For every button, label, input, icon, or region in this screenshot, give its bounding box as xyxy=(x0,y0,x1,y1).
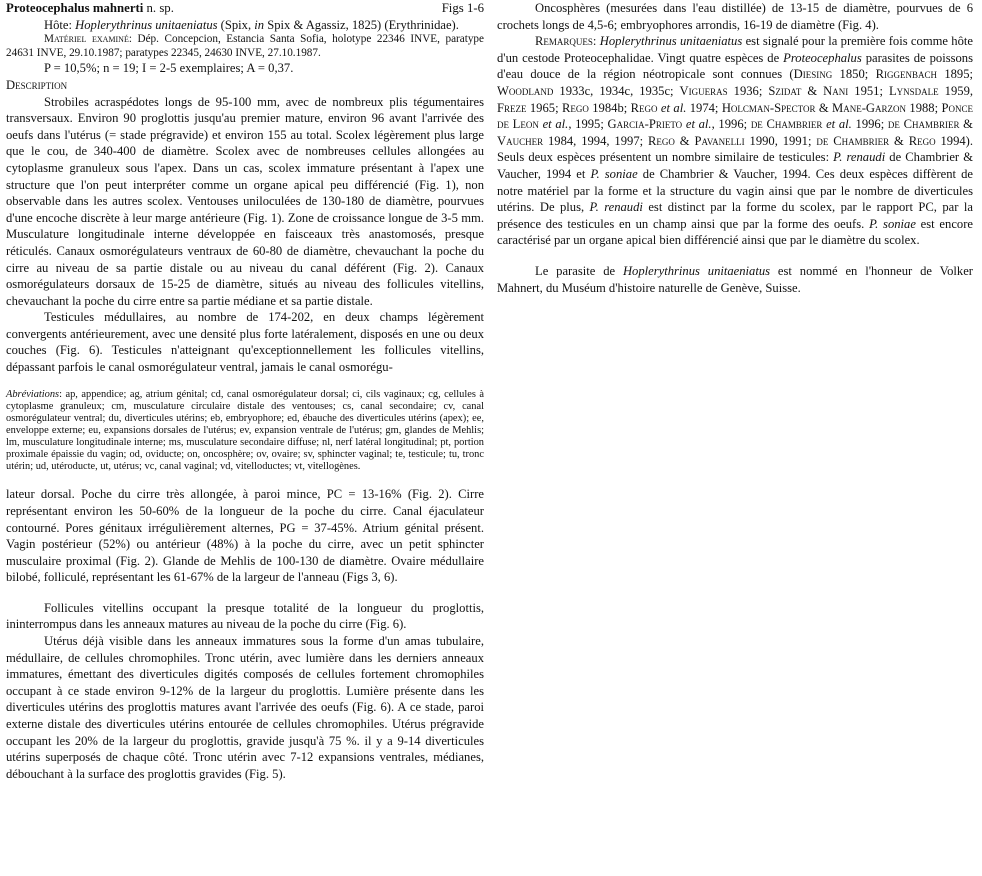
dedication-paragraph: Le parasite de Hoplerythrinus unitaeniatus est nommé en l'honneur de Volker Mahnert, du Muséum d'histoire naturelle de Genève, Suisse. xyxy=(497,263,973,295)
description-heading: Description xyxy=(6,77,68,92)
species-name: Proteocephalus mahnerti xyxy=(6,1,144,15)
material-paragraph: Matériel examiné: Dép. Concepcion, Estancia Santa Sofia, holotype 22346 INVE, paratype 24631 INVE, 29.10.1987; paratypes 22345, 24630 INVE, 27.10.1987. xyxy=(6,33,484,59)
description-paragraph-2: Testicules médullaires, au nombre de 174-202, en deux champs légèrement convergents antérieurement, avec une densité plus forte latéralement, disposés en une ou deux couches (Fig. 6). Testicules n'atteignant qu'exceptionnellement les follicules vitellins, dépassant parfois le canal osmorégulateur ventral, jamais le canal osmorégu- xyxy=(6,310,484,375)
paragraph-spacer xyxy=(6,586,484,600)
host-name: Hoplerythrinus unitaeniatus xyxy=(75,17,218,32)
remarks-paragraph: Remarques: Hoplerythrinus unitaeniatus est signalé pour la première fois comme hôte d'un cestode Proteocephalidae. Vingt quatre espèces de Proteocephalus parasites de poissons d'eau douce de la région néotropicale sont connues (Diesing 1850; Riggenbach 1895; Woodland 1933c, 1934c, 1935c; Vigueras 1936; Szidat & Nani 1951; Lynsdale 1959, Freze 1965; Rego 1984b; Rego et al. 1974; Holcman-Spector & Mane-Garzon 1988; Ponce de Leon et al., 1995; Garcia-Prieto et al., 1996; de Chambrier et al. 1996; de Chambrier & Vaucher 1984, 1994, 1997; Rego & Pavanelli 1990, 1991; de Chambrier & Rego 1994). Seuls deux espèces présentent un nombre similaire de testicules: P. renaudi de Chambrier & Vaucher, 1994 et P. soniae de Chambrier & Vaucher, 1994. Ces deux espèces diffèrent de notre matériel par la forme et la structure du vagin ainsi que par le nombre de diverticules utérins. De plus, P. renaudi est distinct par la forme du scolex, par le rapport PC, par la présence des testicules en un champ ainsi que par la forme des oeufs. P. soniae est encore caractérisé par un organe apical bien différencié ainsi que par le diamètre du scolex. xyxy=(497,34,974,248)
paragraph-spacer xyxy=(497,249,973,263)
description-paragraph-4: Follicules vitellins occupant la presque totalité de la longueur du proglottis, ininterrompus dans les anneaux matures au niveau de la poche du cirre (Fig. 6). xyxy=(6,600,484,632)
description-paragraph-1: Strobiles acraspédotes longs de 95-100 mm, avec de nombreux plis tégumentaires transversaux. Environ 90 proglottis jusqu'au premier mature, environ 96 avant l'arrivée des oeufs dans l'utérus (= stade prégravide) et environ 155 au total. Scolex légèrement plus large que le cou, de 340-400 de diamètre. Scolex avec de nombreuses cellules allongées au cytoplasme granuleux sous l'apex. Dans un cas, scolex immature présentant à l'apex une structure que l'on peut interpréter comme un organe apical peu différencié (Fig. 1), non observable dans les autres scolex. Ventouses uniloculées de 130-180 de diamètre, pourvues d'une encoche discrète à leur marge antérieure (Fig. 1). Zone de croissance longue de 3-5 mm. Musculature longitudinale interne développée en faisceaux très anastomosés, presque réticulés. Canaux osmorégulateurs ventraux de 60-80 de diamètre, chevauchant la poche du cirre au niveau de sa partie distale ou au niveau du canal déférent (Fig. 2). Canaux osmorégulateurs dorsaux de 15-25 de diamètre, situés au niveau des follicules vitellins, chevauchant la poche du cirre entre sa partie médiane et sa partie distale. xyxy=(6,94,484,308)
host-name: Hoplerythrinus unitaeniatus xyxy=(622,263,771,278)
right-column xyxy=(497,0,973,296)
abbreviations-paragraph: Abréviations: ap, appendice; ag, atrium génital; cd, canal osmorégulateur dorsal; ci, cils vaginaux; cg, cellules à cytoplasme granuleux; cm, musculature circulaire distale des ventouses; cs, canal secondaire; cv, canal osmorégulateur ventral; du, diverticules utérins; eb, embryophore; ed, ébauche des diverticules utérins (apex); ee, enveloppe externe; eu, expansions dorsales de l'utérus; ev, expansion ventrale de l'utérus; gm, glandes de Mehlis; lm, musculature longitudinale interne; ms, musculature secondaire diffuse; nl, nerf latéral longitudinal; pt, portion proximale épaissie du vagin; od, oviducte; on, oncosphère; ov, ovaire; sv, sphincter vaginal; te, testicule; tu, tronc utérin; ud, utéroducte, ut, utérus; vc, canal vaginal; vd, vitelloductes; vt, vitellogènes. xyxy=(6,388,484,473)
stats-line: P = 10,5%; n = 19; I = 2-5 exemplaires; A = 0,37. xyxy=(44,61,294,76)
oncosphere-paragraph: Oncosphères (mesurées dans l'eau distillée) de 13-15 de diamètre, pourvues de 6 crochets longs de 4,5-6; embryophores arrondis, 16-19 de diamètre (Fig. 4). xyxy=(497,1,973,32)
description-paragraph-3: lateur dorsal. Poche du cirre très allongée, à paroi mince, PC = 13-16% (Fig. 2). Cirre représentant environ les 50-60% de la longueur de la poche du cirre. Canal éjaculateur contourné. Pores génitaux irrégulièrement alternes, PG = 37-45%. Atrium génital présent. Vagin postérieur (52%) ou antérieur (48%) à la poche du cirre, avec un petit sphincter musculaire proximal (Fig. 2). Glande de Mehlis de 100-130 de diamètre. Ovaire médullaire bilobé, folliculé, représentant les 61-67% de la largeur de l'anneau (Figs 3, 6). xyxy=(6,487,484,585)
abbreviations-label: Abréviations xyxy=(6,388,60,400)
species-suffix: n. sp. xyxy=(143,1,174,15)
species-header xyxy=(6,0,484,17)
host-paragraph: Hôte: Hoplerythrinus unitaeniatus (Spix, in Spix & Agassiz, 1825) (Erythrinidae). xyxy=(44,17,459,32)
description-paragraph-5: Utérus déjà visible dans les anneaux immatures sous la forme d'un amas tubulaire, médullaire, de cellules chromophiles. Tronc utérin, avec lumière dans les derniers anneaux immatures, émettant des diverticules digités composés de cellules fortement chromophiles occupant à ce stade environ 9-12% de la largeur du proglottis. Lumière présente dans les diverticules utérins des proglottis matures avant l'arrivée des oeufs (Fig. 6). A ce stade, paroi externe distale des diverticules utérins entourée de cellules chromophiles. Utérus prégravide occupant les 20% de la largeur du proglottis, gravide jusqu'à 75 %. il y a 9-14 diverticules utérins superposés de chaque côté. Tronc utérin avec 7-12 expansions ventrales, médianes, débouchant à la surface des proglottis gravides (Fig. 5). xyxy=(6,634,484,781)
left-column xyxy=(6,0,484,782)
material-label: Matériel examiné xyxy=(44,33,129,46)
remarks-label: Remarques xyxy=(535,34,593,49)
figures-reference: Figs 1-6 xyxy=(441,1,484,15)
species-title xyxy=(6,0,174,17)
